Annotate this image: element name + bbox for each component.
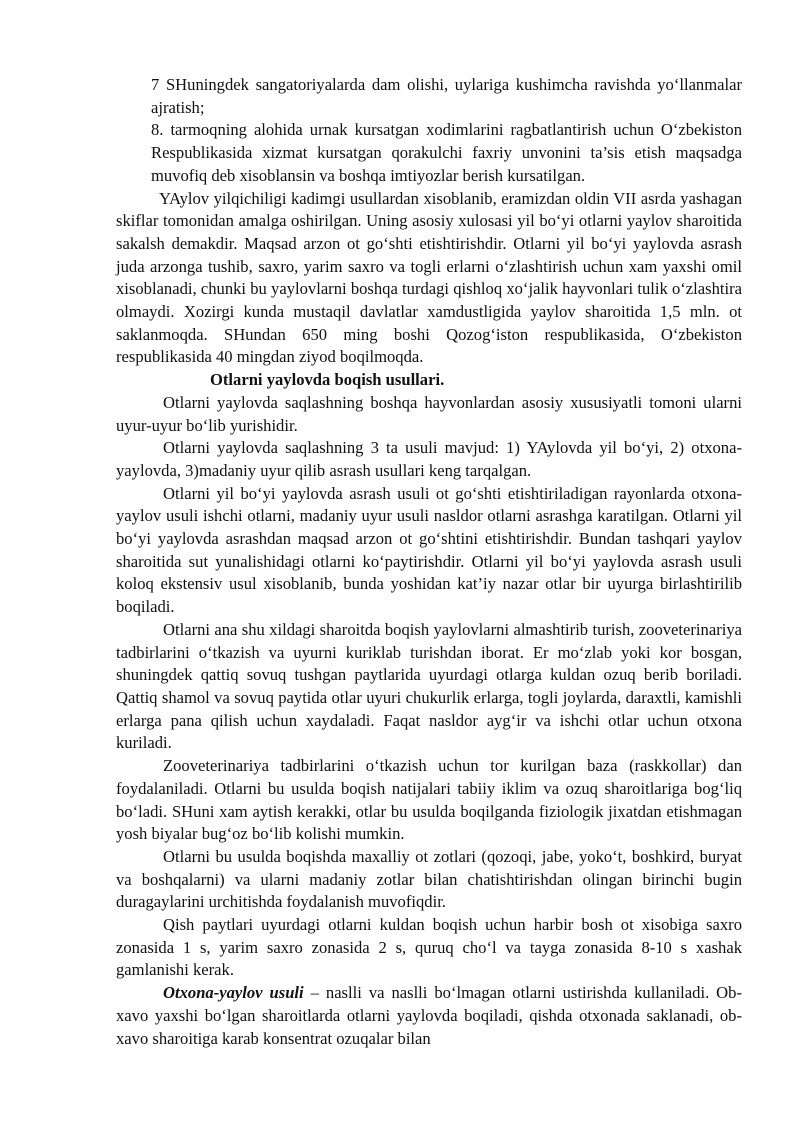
section-heading: Otlarni yaylovda boqish usullari. [210, 370, 445, 390]
paragraph: Otlarni ana shu xildagi sharoitda boqish yaylovlarni almashtirib turish, zooveterinariya tadbirlarini o‘tkazish va uyurni kuriklab turishdan iborat. Er mo‘zlab yoki kor bosgan, shuningdek qattiq sovuq tushgan paytlarida uyurdagi otlarga kuldan ozuq berib boriladi. Qattiq shamol va sovuq paytida otlar uyuri chukurlik erlarga, togli joylarda, daraxtli, kamishli erlarga pana qilish uchun xaydaladi. Faqat nasldor ayg‘ir va ishchi otlar uchun otxona kuriladi. [116, 619, 742, 753]
last-paragraph [116, 982, 742, 1050]
intro-paragraph: YAylov yilqichiligi kadimgi usullardan xisoblanib, eramizdan oldin VII asrda yashagan skiflar tomonidan amalga oshirilgan. Uning asosiy xulosasi yil bo‘yi otlarni yaylov sharoitida sakalsh demakdir. Maqsad arzon ot go‘shti etishtirishdir. Otlarni yil bo‘yi yaylovda asrash juda arzonga tushib, saxro, yarim saxro va togli erlarni o‘zlashtirish uchun xam yaxshi omil xisoblanadi, chunki bu yaylovlarni boshqa turdagi qishloq xo‘jalik hayvonlari tulik o‘zlashtira olmaydi. Xozirgi kunda mustaqil davlatlar xamdustligida yaylov sharoitida 1,5 mln. ot saklanmoqda. SHundan 650 ming boshi Qozog‘iston respublikasida, O‘zbekiston respublikasida 40 mingdan ziyod boqilmoqda. [116, 188, 742, 367]
list-item: 8. tarmoqning alohida urnak kursatgan xodimlarini ragbatlantirish uchun O‘zbekiston Respublikasida xizmat kursatgan qorakulchi faxriy unvonini ta’sis etish maqsadga muvofiq deb xisoblansin va boshqa imtiyozlar berish kursatilgan. [151, 120, 742, 185]
paragraph: Otlarni yaylovda saqlashning boshqa hayvonlardan asosiy xususiyatli tomoni ularni uyur-uyur bo‘lib yurishidir. [116, 392, 742, 435]
paragraph-lead-term: Otxona-yaylov usuli [163, 983, 304, 1003]
document-body [116, 74, 742, 1050]
paragraph-text: – naslli va naslli bo‘lmagan otlarni ustirishda kullaniladi. Ob-xavo yaxshi bo‘lgan sharoitlarda otlarni yaylovda boqiladi, qishda otxonada saklanadi, ob-xavo sharoitiga karab konsentrat ozuqalar bilan [116, 983, 742, 1048]
paragraph: Zooveterinariya tadbirlarini o‘tkazish uchun tor kurilgan baza (raskkollar) dan foydalaniladi. Otlarni bu usulda boqish natijalari tabiiy iklim va ozuq sharoitlariga bog‘liq bo‘ladi. SHuni xam aytish kerakki, otlar bu usulda boqilganda fiziologik jixatdan etishmagan yosh biyalar bug‘oz bo‘lib kolishi mumkin. [116, 756, 742, 844]
paragraph: Otlarni yaylovda saqlashning 3 ta usuli mavjud: 1) YAylovda yil bo‘yi, 2) otxona-yaylovda, 3)madaniy uyur qilib asrash usullari keng tarqalgan. [116, 438, 742, 480]
paragraph: Otlarni bu usulda boqishda maxalliy ot zotlari (qozoqi, jabe, yoko‘t, boshkird, buryat va boshqalarni) va ularni madaniy zotlar bilan chatishtirishdan olingan birinchi bugin duragaylarini urchitishda foydalanish muvofiqdir. [116, 846, 742, 912]
list-item: 7 SHuningdek sangatoriyalarda dam olishi, uylariga kushimcha ravishda yo‘llanmalar ajratish; [151, 75, 742, 117]
paragraph: Otlarni yil bo‘yi yaylovda asrash usuli ot go‘shti etishtiriladigan rayonlarda otxona-yaylov usuli ishchi otlarni, madaniy uyur usuli nasldor otlarni asrashga karatilgan. Otlarni yil bo‘yi yaylovda asrashdan maqsad arzon ot go‘shtini etishtirishdir. Bundan tashqari yaylov sharoitida sut yunalishidagi otlarni ko‘paytirishdir. Otlarni yil bo‘yi yaylovda asrash usuli koloq ekstensiv usul xisoblanib, bunda yoshidan kat’iy nazar otlar bir uyurga birlashtirilib boqiladi. [116, 483, 742, 617]
paragraph: Qish paytlari uyurdagi otlarni kuldan boqish uchun harbir bosh ot xisobiga saxro zonasida 1 s, yarim saxro zonasida 2 s, quruq cho‘l va tayga zonasida 8-10 s xashak gamlanishi kerak. [116, 915, 742, 980]
